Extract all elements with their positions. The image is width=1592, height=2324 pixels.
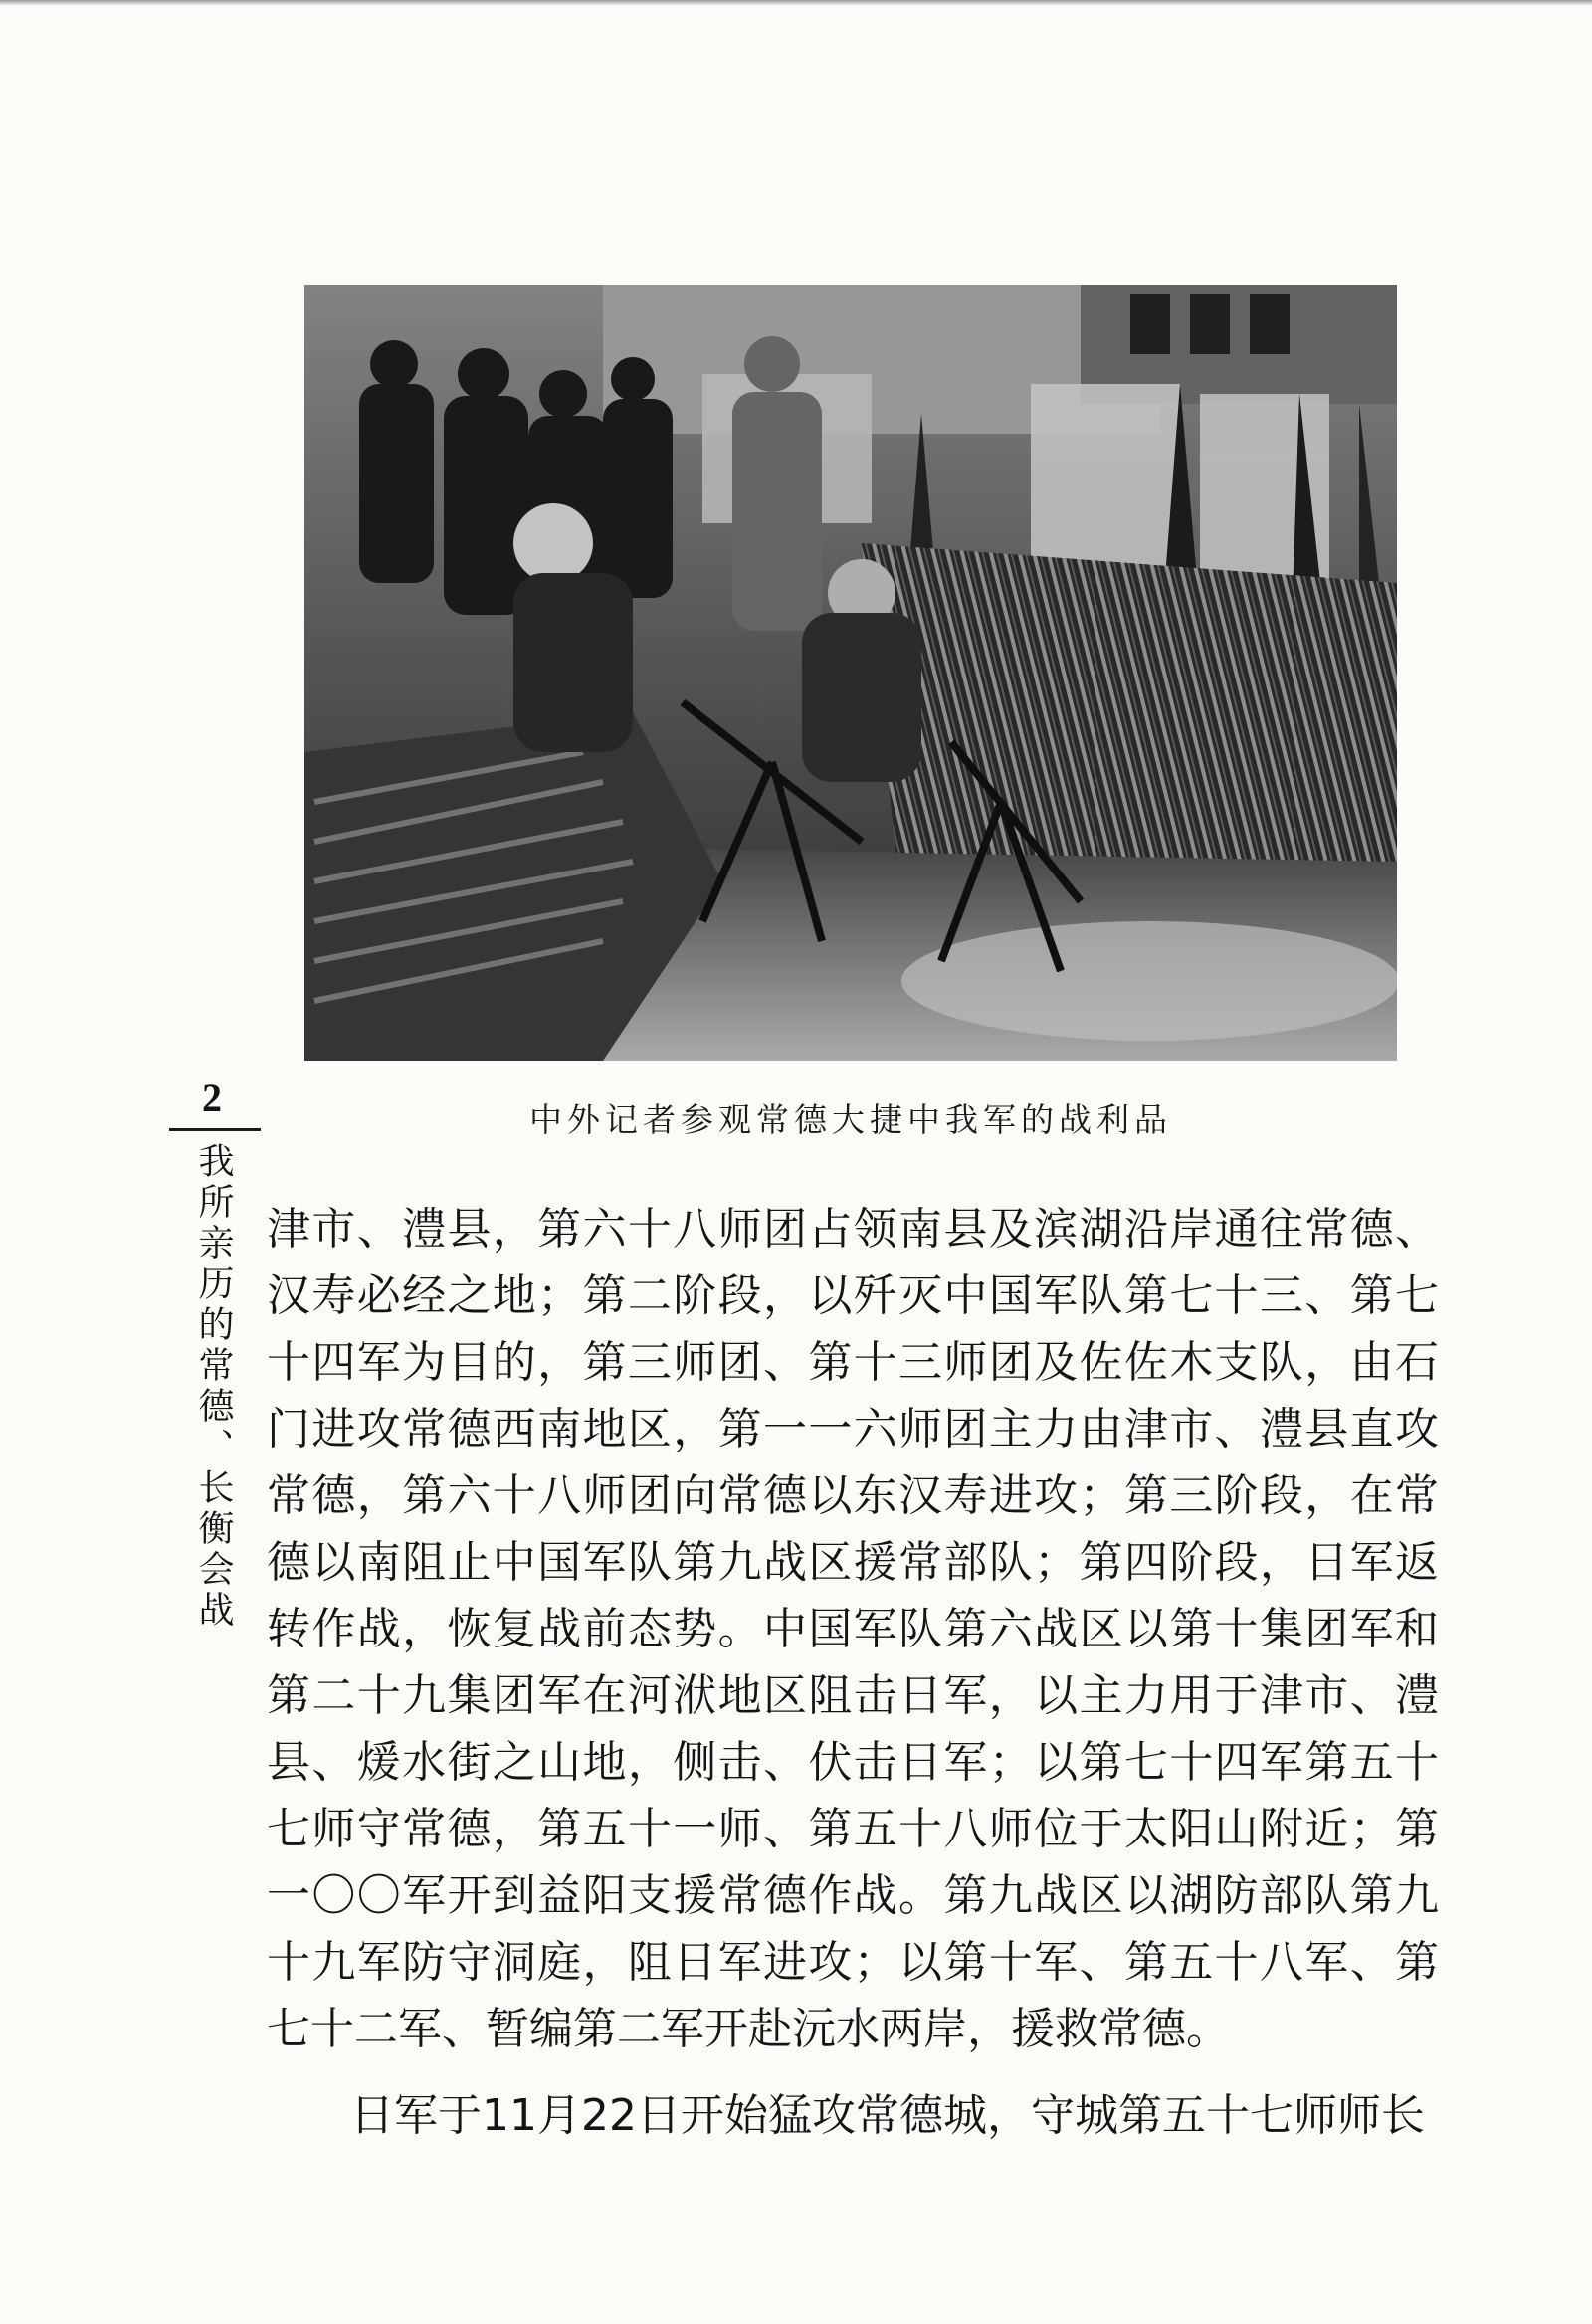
- body-paragraph: 日军于11月22日开始猛攻常德城，守城第五十七师师长: [350, 2090, 1425, 2141]
- photo-caption: 中外记者参观常德大捷中我军的战利品: [529, 1100, 1172, 1139]
- photo-drawing: [304, 285, 1397, 1061]
- body-text: [267, 1196, 1439, 2149]
- page-number-rule: [169, 1128, 261, 1131]
- running-title: 我所亲历的常德、长衡会战: [193, 1142, 234, 1632]
- top-edge-rule: [0, 0, 1592, 6]
- war-trophies-photo: [304, 285, 1397, 1061]
- page-number: 2: [202, 1075, 222, 1120]
- body-paragraph: 津市、澧县，第六十八师团占领南县及滨湖沿岸通往常德、汉寿必经之地；第二阶段，以歼灭中国军队第七十三、第七十四军为目的，第三师团、第十三师团及佐佐木支队，由石门进攻常德西南地区，第一一六师团主力由津市、澧县直攻常德，第六十八师团向常德以东汉寿进攻；第三阶段，在常德以南阻止中国军队第九战区援常部队；第四阶段，日军返转作战，恢复战前态势。中国军队第六战区以第十集团军和第二十九集团军在河洑地区阻击日军，以主力用于津市、澧县、煖水街之山地，侧击、伏击日军；以第七十四军第五十七师守常德，第五十一师、第五十八师位于太阳山附近；第一〇〇军开到益阳支援常德作战。第九战区以湖防部队第九十九军防守洞庭，阻日军进攻；以第十军、第五十八军、第七十二军、暂编第二军开赴沅水两岸，援救常德。: [267, 1204, 1439, 2054]
